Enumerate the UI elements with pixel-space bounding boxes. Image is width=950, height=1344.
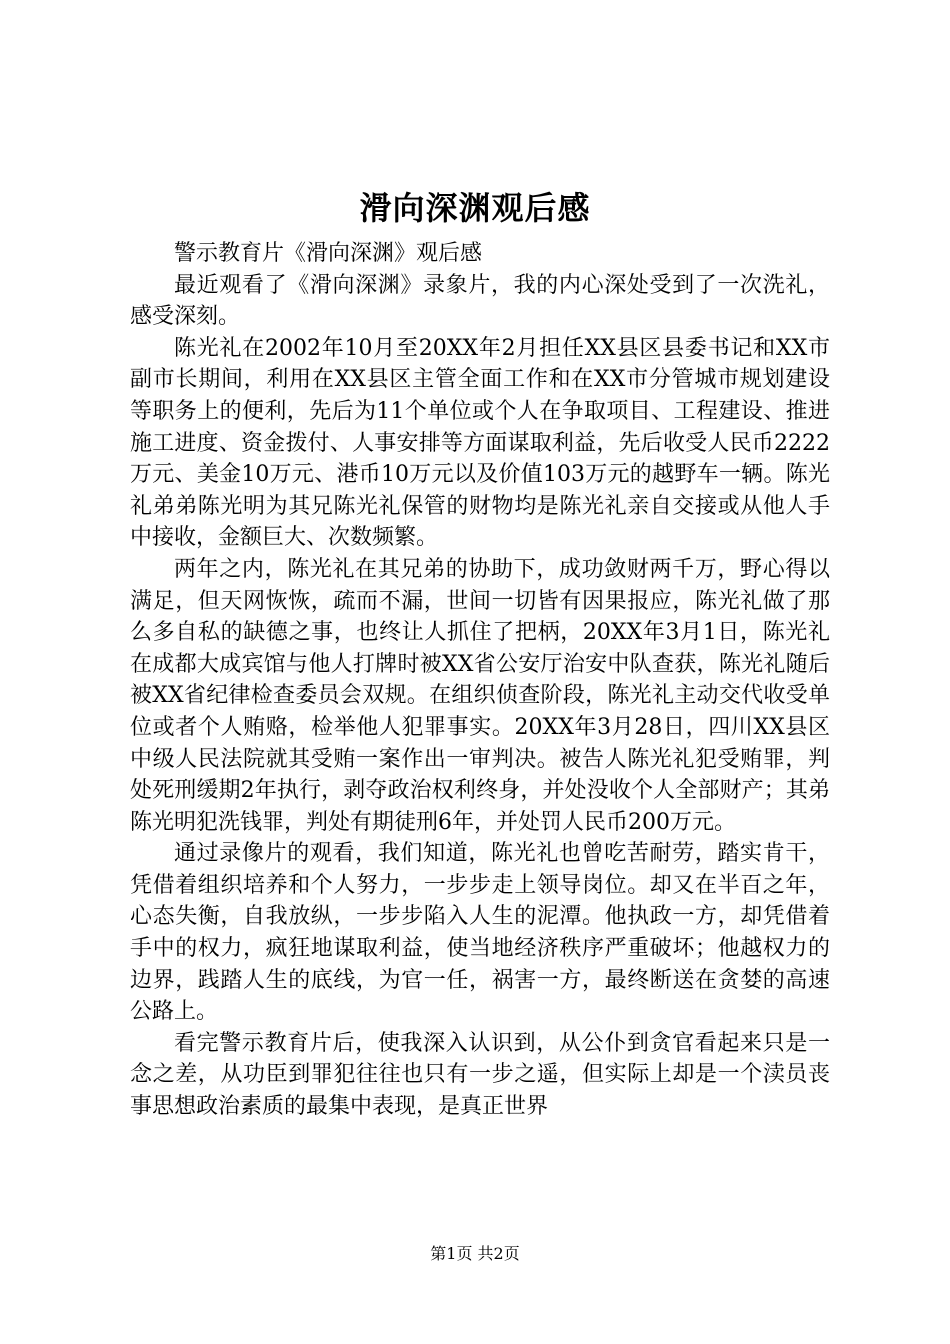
document-body	[130, 238, 830, 1123]
paragraph: 陈光礼在2002年10月至20XX年2月担任XX县区县委书记和XX市副市长期间，利用在XX县区主管全面工作和在XX市分管城市规划建设等职务上的便利，先后为11个单位或个人在争取项目、工程建设、推进施工进度、资金拨付、人事安排等方面谋取利益，先后收受人民币2222万元、美金10万元、港币10万元以及价值103万元的越野车一辆。陈光礼弟弟陈光明为其兄陈光礼保管的财物均是陈光礼亲自交接或从他人手中接收，金额巨大、次数频繁。	[130, 335, 830, 551]
paragraph: 两年之内，陈光礼在其兄弟的协助下，成功敛财两千万，野心得以满足，但天网恢恢，疏而不漏，世间一切皆有因果报应，陈光礼做了那么多自私的缺德之事，也终让人抓住了把柄，20XX年3月1日，陈光礼在成都大成宾馆与他人打牌时被XX省公安厅治安中队查获，陈光礼随后被XX省纪律检查委员会双规。在组织侦查阶段，陈光礼主动交代收受单位或者个人贿赂，检举他人犯罪事实。20XX年3月28日，四川XX县区中级人民法院就其受贿一案作出一审判决。被告人陈光礼犯受贿罪，判处死刑缓期2年执行，剥夺政治权利终身，并处没收个人全部财产；其弟陈光明犯洗钱罪，判处有期徒刑6年，并处罚人民币200万元。	[130, 556, 830, 835]
paragraph: 通过录像片的观看，我们知道，陈光礼也曾吃苦耐劳，踏实肯干，凭借着组织培养和个人努力，一步步走上领导岗位。却又在半百之年，心态失衡，自我放纵，一步步陷入人生的泥潭。他执政一方，却凭借着手中的权力，疯狂地谋取利益，使当地经济秩序严重破坏；他越权力的边界，践踏人生的底线，为官一任，祸害一方，最终断送在贪婪的高速公路上。	[130, 841, 830, 1025]
page-footer: 第1页 共2页	[430, 1244, 520, 1263]
document-title: 滑向深渊观后感	[359, 189, 591, 227]
paragraph-subtitle: 警示教育片《滑向深渊》观后感	[174, 241, 483, 266]
paragraph: 看完警示教育片后，使我深入认识到，从公仆到贪官看起来只是一念之差，从功臣到罪犯往往也只有一步之遥，但实际上却是一个渎员丧事思想政治素质的最集中表现，是真正世界	[130, 1030, 830, 1120]
paragraph: 最近观看了《滑向深渊》录象片，我的内心深处受到了一次洗礼，感受深刻。	[130, 272, 830, 330]
